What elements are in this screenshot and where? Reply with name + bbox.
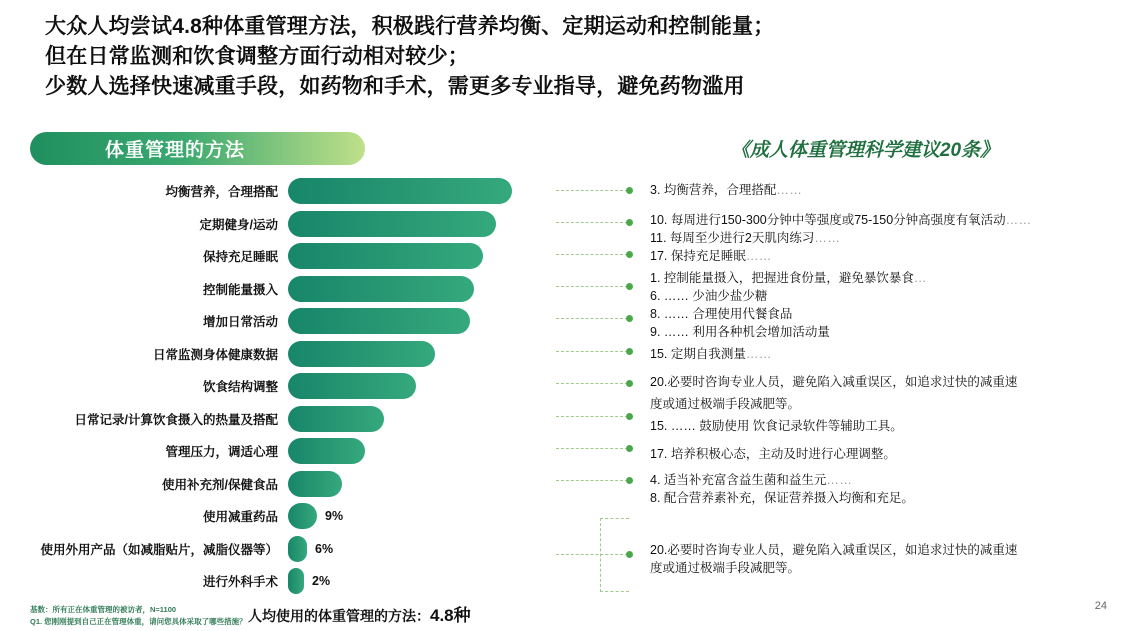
chart-bar [288, 243, 483, 269]
headline-line-3: 少数人选择快速减重手段，如药物和手术，需更多专业指导，避免药物滥用 [45, 74, 745, 98]
note-text: 9. …… 利用各种机会增加活动量 [650, 325, 830, 339]
note-item [650, 248, 1090, 266]
note-dots: … [913, 271, 927, 285]
chart-bar-value: 65% [592, 216, 618, 231]
chart-row-label: 管理压力，调适心理 [165, 445, 278, 459]
chart-bar-value: 61% [592, 249, 618, 263]
guide-line [556, 351, 628, 352]
guide-dot [626, 219, 633, 226]
guide-line [556, 448, 628, 449]
guide-dot [626, 477, 633, 484]
guide-line [556, 254, 628, 255]
guide-dot [626, 348, 633, 355]
page-number: 24 [1094, 600, 1107, 612]
note-item [650, 490, 1090, 508]
chart-row [30, 404, 630, 434]
guide-brace [600, 518, 629, 592]
chart-row-label: 日常监测身体健康数据 [152, 347, 278, 362]
note-item [650, 212, 1090, 230]
guide-dot [626, 315, 633, 322]
chart-bar-value: 40% [592, 379, 618, 393]
guide-line [556, 286, 628, 287]
chart-row [30, 469, 630, 499]
chart-bar [288, 503, 317, 529]
chart-bar [288, 373, 416, 399]
chart-bar-value: 17% [592, 476, 618, 491]
note-dots: …… [745, 347, 772, 361]
chart-bar [288, 308, 470, 334]
guide-line [556, 416, 628, 417]
note-item [650, 230, 1090, 248]
chart-row-label: 日常记录/计算饮食摄入的热量及搭配 [74, 412, 278, 427]
chart-bar-value: 70% [592, 184, 618, 198]
guide-line [556, 480, 628, 481]
guide-dot [626, 445, 633, 452]
chart-bar [288, 471, 342, 497]
chart-row-label: 均衡营养，合理搭配 [165, 185, 278, 199]
guide-line [556, 190, 628, 191]
chart-row [30, 176, 630, 206]
chart-row [30, 274, 630, 304]
note-item [650, 418, 1090, 436]
note-text: 15. …… 鼓励使用 饮食记录软件等辅助工具。 [650, 419, 903, 433]
average-label: 人均使用的体重管理的方法： [248, 608, 430, 624]
chart-bar [288, 438, 365, 464]
note-item [650, 324, 1090, 342]
chart-bar [288, 568, 304, 594]
chart-row-label: 使用补充剂/保健食品 [162, 477, 278, 492]
note-dots: …… [776, 183, 803, 197]
chart-row-label: 使用外用产品（如减脂贴片，减脂仪器等） [40, 542, 278, 557]
footnote-base: 基数：所有正在体重管理的被访者，N=1100 [30, 605, 177, 614]
chart-row [30, 209, 630, 239]
note-text: 度或通过极端手段减肥等。 [650, 397, 801, 411]
note-item [650, 472, 1090, 490]
guide-dot [626, 283, 633, 290]
note-dots: …… [826, 473, 853, 487]
chart-row-label: 定期健身/运动 [199, 217, 278, 232]
note-item [650, 542, 1090, 560]
note-text: 20.必要时咨询专业人员，避免陷入减重误区，如追求过快的减重速 [650, 543, 1018, 557]
guide-line [556, 318, 628, 319]
note-text: 11. 每周至少进行2天肌肉练习 [650, 231, 815, 245]
note-item [650, 374, 1090, 392]
chart-row [30, 306, 630, 336]
chart-bar-value: 58% [592, 281, 618, 296]
footnote-question: Q1. 您刚刚提到自己正在管理体重，请问您具体采取了哪些措施？ [30, 617, 247, 626]
headline-line-1: 大众人均尝试4.8种体重管理方法，积极践行营养均衡、定期运动和控制能量； [45, 15, 775, 38]
note-dots: …… [1005, 213, 1032, 227]
chart-bar [288, 211, 496, 237]
average-methods [248, 601, 471, 626]
chart-row-label: 增加日常活动 [202, 315, 278, 329]
chart-bar-value: 24% [592, 444, 618, 458]
chart-bar [288, 178, 512, 204]
note-text: 17. 培养积极心态，主动及时进行心理调整。 [650, 447, 896, 461]
note-dots: …… [745, 249, 772, 263]
guide-line [556, 383, 628, 384]
guide-dot [626, 187, 633, 194]
note-item [650, 288, 1090, 306]
page-headline [45, 12, 1085, 101]
note-item [650, 346, 1090, 364]
chart-bar-value: 6% [315, 541, 334, 556]
chart-bar-value: 57% [592, 314, 618, 328]
note-text: 4. 适当补充富含益生菌和益生元 [650, 473, 827, 487]
note-item [650, 270, 1090, 288]
chart-bar [288, 276, 474, 302]
chart-bar [288, 406, 384, 432]
chart-row-label: 饮食结构调整 [202, 380, 278, 394]
headline-line-2: 但在日常监测和饮食调整方面行动相对较少； [45, 44, 469, 68]
note-text: 6. …… 少油少盐少糖 [650, 289, 768, 303]
chart-bar-value: 9% [325, 509, 344, 523]
note-text: 20.必要时咨询专业人员，避免陷入减重误区，如追求过快的减重速 [650, 375, 1018, 389]
right-column-title: 《成人体重管理科学建议20条》 [730, 140, 1000, 161]
chart-row-label: 保持充足睡眠 [202, 250, 278, 264]
note-text: 8. …… 合理使用代餐食品 [650, 307, 793, 321]
chart-row [30, 436, 630, 466]
guide-line [556, 222, 628, 223]
chart-row-label: 控制能量摄入 [202, 282, 278, 297]
note-text: 3. 均衡营养，合理搭配 [650, 183, 777, 197]
chart-bar-value: 30% [592, 411, 618, 426]
note-text: 15. 定期自我测量 [650, 347, 746, 361]
chart-row-label: 使用减重药品 [202, 510, 278, 524]
chart-row [30, 339, 630, 369]
note-item [650, 560, 1090, 578]
chart-bar-value: 46% [592, 346, 618, 361]
chart-bar [288, 341, 435, 367]
note-text: 1. 控制能量摄入，把握进食份量，避免暴饮暴食 [650, 271, 914, 285]
note-item [650, 306, 1090, 324]
section-title-pill: 体重管理的方法 [30, 132, 365, 165]
note-item [650, 446, 1090, 464]
note-text: 10. 每周进行150-300分钟中等强度或75-150分钟高强度有氧活动 [650, 213, 1006, 227]
chart-row [30, 534, 630, 564]
note-item [650, 396, 1090, 414]
chart-row [30, 371, 630, 401]
chart-row-label: 进行外科手术 [202, 575, 278, 589]
note-text: 17. 保持充足睡眠 [650, 249, 746, 263]
note-text: 度或通过极端手段减肥等。 [650, 561, 801, 575]
guide-dot [626, 413, 633, 420]
chart-row [30, 241, 630, 271]
bar-chart [30, 176, 630, 599]
chart-row [30, 501, 630, 531]
note-text: 8. 配合营养素补充，保证营养摄入均衡和充足。 [650, 491, 914, 505]
average-value: 4.8种 [430, 606, 471, 625]
note-item [650, 182, 1090, 200]
chart-bar-value: 2% [312, 574, 331, 588]
chart-bar [288, 536, 307, 562]
chart-row [30, 566, 630, 596]
guide-dot [626, 251, 633, 258]
note-dots: …… [814, 231, 841, 245]
guide-dot [626, 380, 633, 387]
